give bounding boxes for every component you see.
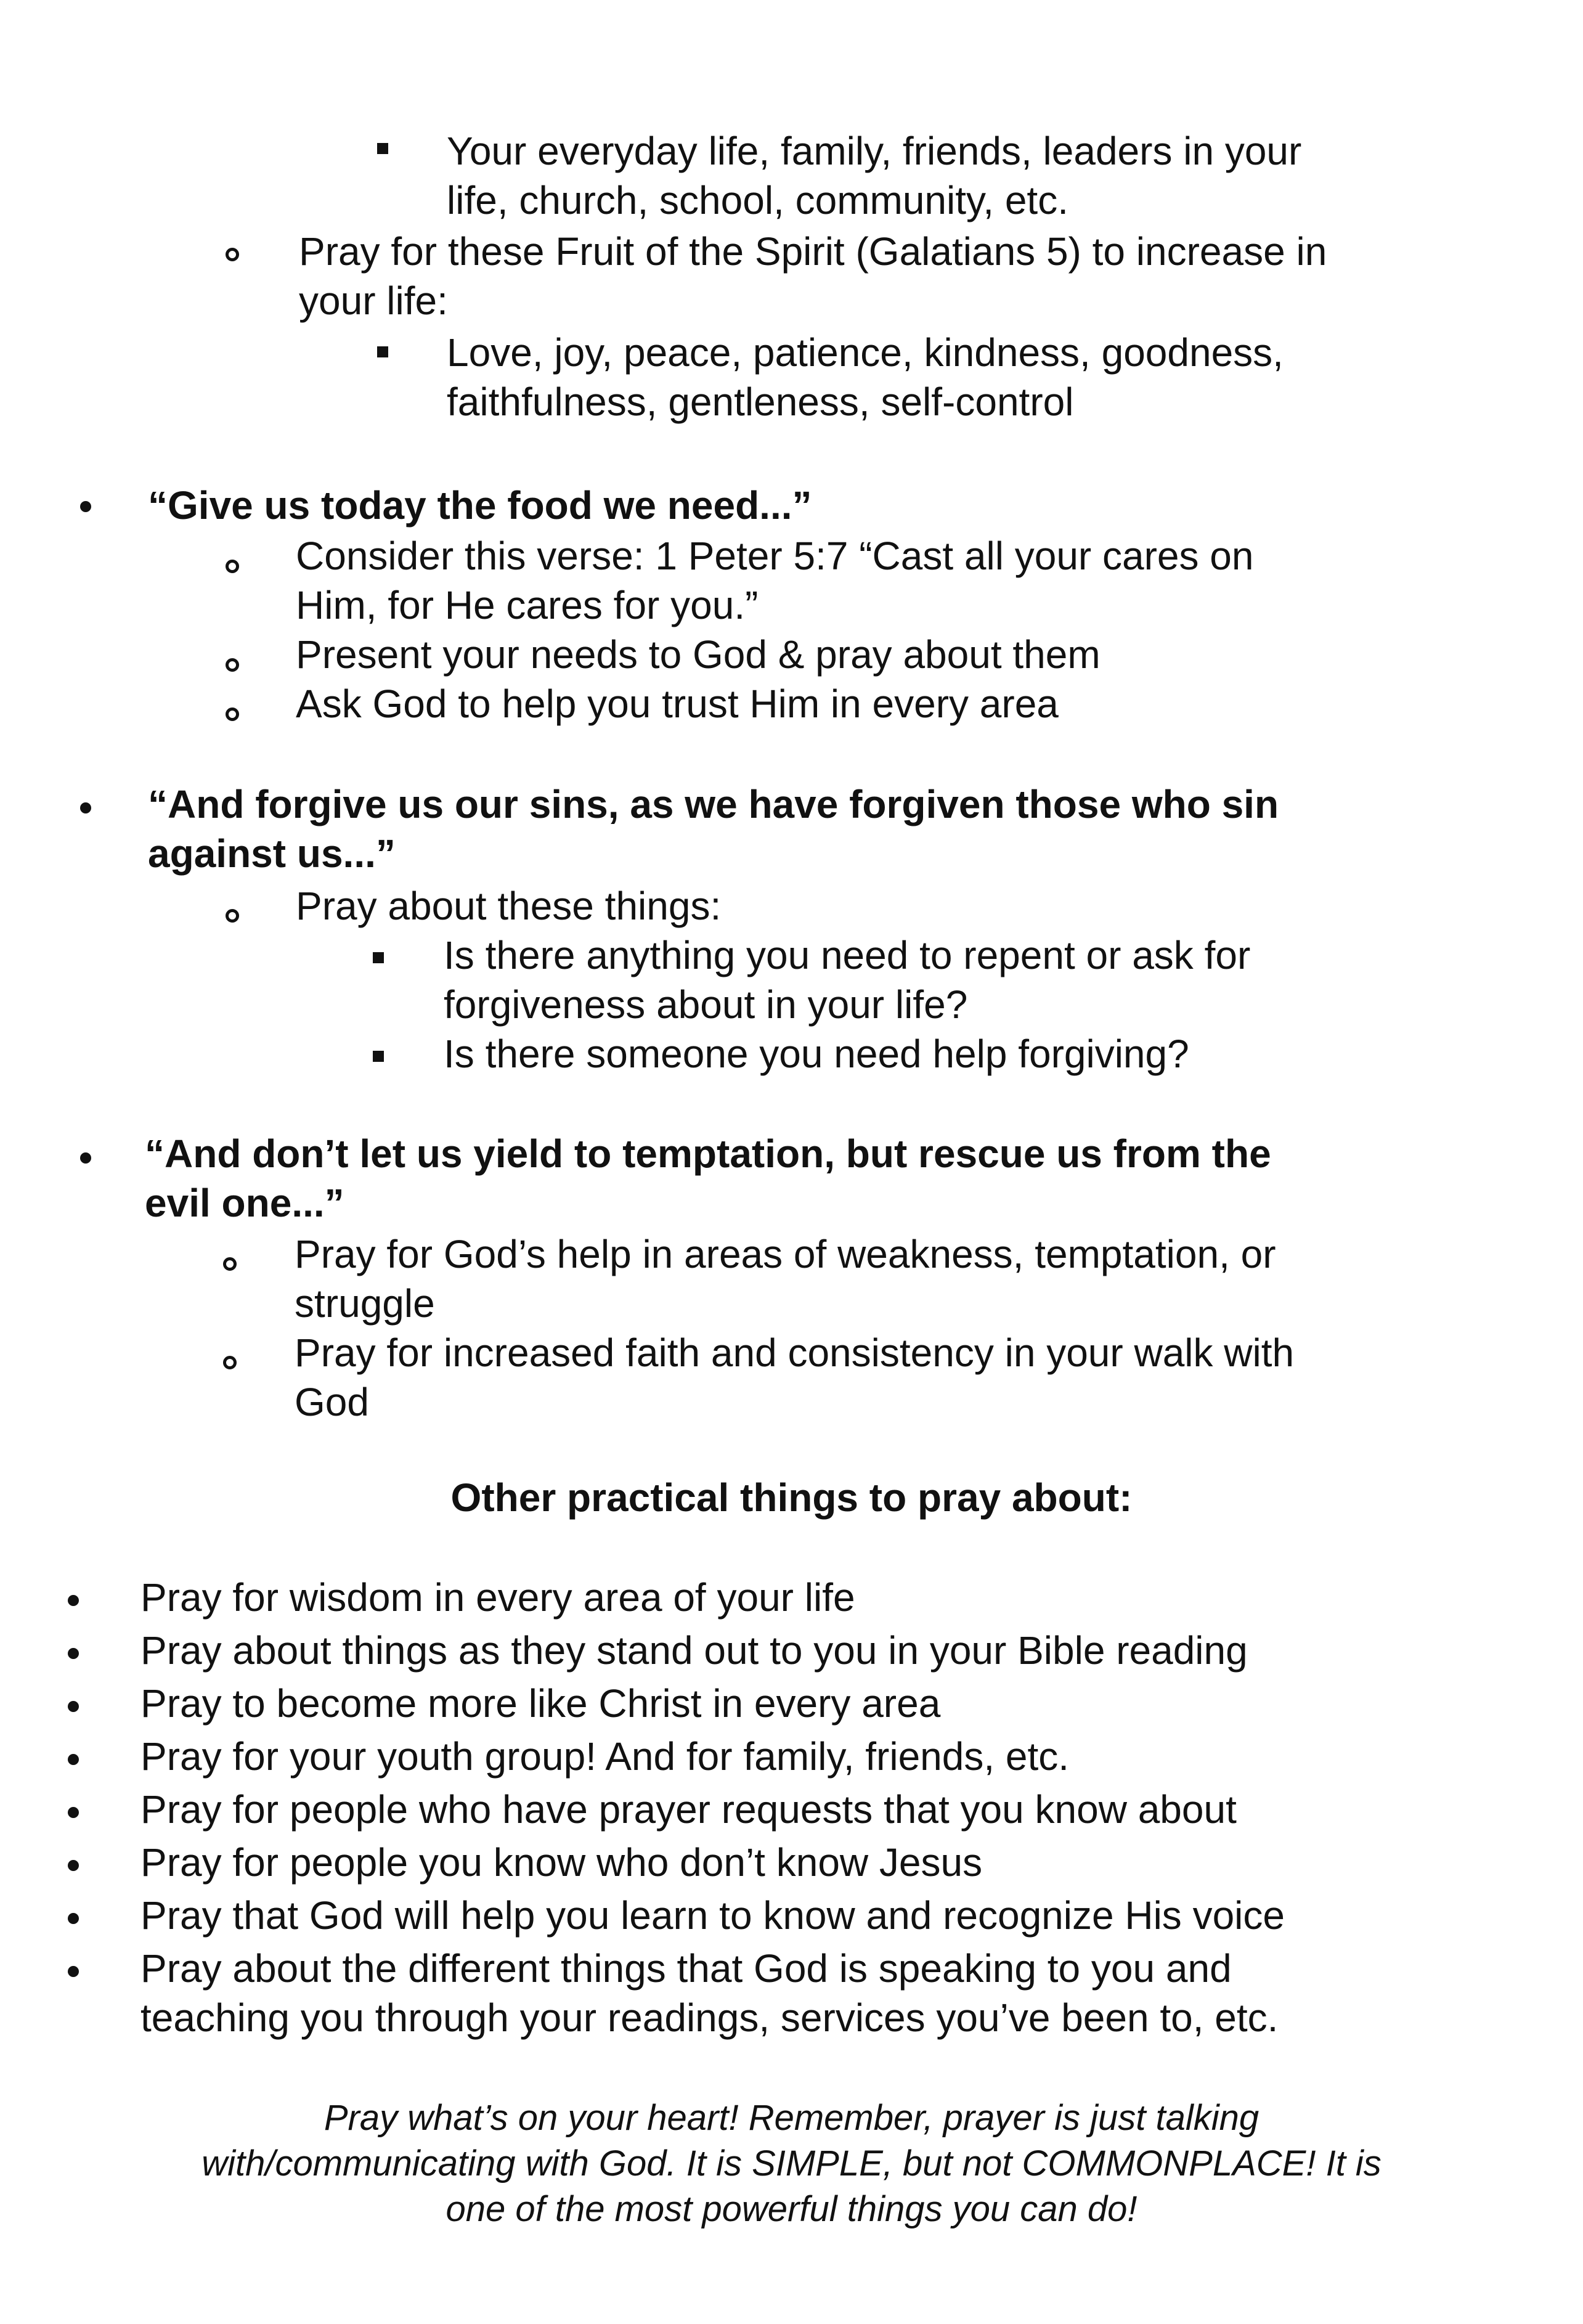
bullet-dot-icon (68, 1701, 79, 1712)
circle-bullet-icon (223, 1356, 237, 1369)
prayer-list-item: Pray for people who have prayer requests that you know about (140, 1787, 1237, 1832)
list-item-line: Consider this verse: 1 Peter 5:7 “Cast all your cares on (296, 534, 1254, 578)
square-bullet-icon (377, 346, 388, 357)
section-heading: against us...” (148, 831, 396, 876)
closing-note-line: one of the most powerful things you can do! (446, 2189, 1137, 2229)
prayer-list-item: Pray that God will help you learn to know and recognize His voice (140, 1893, 1285, 1938)
bullet-dot-icon (68, 1595, 79, 1606)
sub-item-line: Love, joy, peace, patience, kindness, goodness, (447, 330, 1284, 375)
section-heading: evil one...” (145, 1181, 344, 1225)
prayer-list-item: Pray for people you know who don’t know Jesus (140, 1840, 983, 1885)
sub-item-line: Is there someone you need help forgiving? (444, 1032, 1189, 1076)
square-bullet-icon (373, 1051, 384, 1062)
circle-bullet-icon (226, 909, 239, 923)
section-heading: “And don’t let us yield to temptation, but rescue us from the (145, 1131, 1271, 1176)
section-heading: “And forgive us our sins, as we have forgiven those who sin (148, 782, 1279, 826)
circle-bullet-icon (226, 248, 239, 261)
bullet-dot-icon (68, 1754, 79, 1765)
circle-bullet-icon (226, 707, 239, 721)
list-item-line: Pray for increased faith and consistency in your walk with (295, 1331, 1295, 1375)
bullet-dot-icon (80, 802, 91, 813)
circle-bullet-icon (223, 1257, 237, 1271)
circle-bullet-icon (226, 658, 239, 672)
prayer-list-item: Pray about the different things that God is speaking to you and (140, 1946, 1232, 1991)
closing-note-line: Pray what’s on your heart! Remember, prayer is just talking (324, 2098, 1259, 2138)
sub-item-line: faithfulness, gentleness, self-control (447, 380, 1074, 424)
circle-bullet-icon (226, 560, 239, 573)
closing-note-line: with/communicating with God. It is SIMPLE, but not COMMONPLACE! It is (201, 2143, 1382, 2183)
bullet-dot-icon (68, 1966, 79, 1977)
prayer-list-item: teaching you through your readings, services you’ve been to, etc. (140, 1996, 1279, 2040)
square-bullet-icon (377, 143, 388, 154)
bullet-dot-icon (68, 1807, 79, 1818)
section-heading: “Give us today the food we need...” (148, 483, 812, 528)
list-item-line: Pray about these things: (296, 884, 722, 928)
sub-item-line: Is there anything you need to repent or ask for (444, 933, 1251, 977)
bullet-dot-icon (68, 1860, 79, 1871)
bullet-dot-icon (80, 501, 91, 512)
sub-item-line: Your everyday life, family, friends, leaders in your (447, 129, 1302, 173)
list-item-line: Ask God to help you trust Him in every area (296, 682, 1059, 726)
list-item-line: Present your needs to God & pray about them (296, 632, 1101, 677)
square-bullet-icon (373, 952, 384, 963)
prayer-list-item: Pray to become more like Christ in every area (140, 1681, 941, 1726)
list-item-line: Him, for He cares for you.” (296, 583, 759, 627)
list-item-line: Pray for God’s help in areas of weakness, temptation, or (295, 1232, 1276, 1276)
list-item-line: your life: (299, 279, 448, 323)
list-item-line: struggle (295, 1281, 435, 1326)
prayer-list-item: Pray about things as they stand out to you in your Bible reading (140, 1628, 1248, 1673)
prayer-list-item: Pray for wisdom in every area of your life (140, 1575, 855, 1620)
bullet-dot-icon (68, 1648, 79, 1659)
sub-item-line: forgiveness about in your life? (444, 982, 968, 1027)
list-item-line: Pray for these Fruit of the Spirit (Galatians 5) to increase in (299, 229, 1327, 274)
prayer-list-item: Pray for your youth group! And for family, friends, etc. (140, 1734, 1070, 1779)
sub-item-line: life, church, school, community, etc. (447, 178, 1068, 222)
list-item-line: God (295, 1380, 369, 1424)
other-section-heading: Other practical things to pray about: (450, 1475, 1133, 1520)
bullet-dot-icon (68, 1913, 79, 1924)
bullet-dot-icon (80, 1152, 91, 1164)
